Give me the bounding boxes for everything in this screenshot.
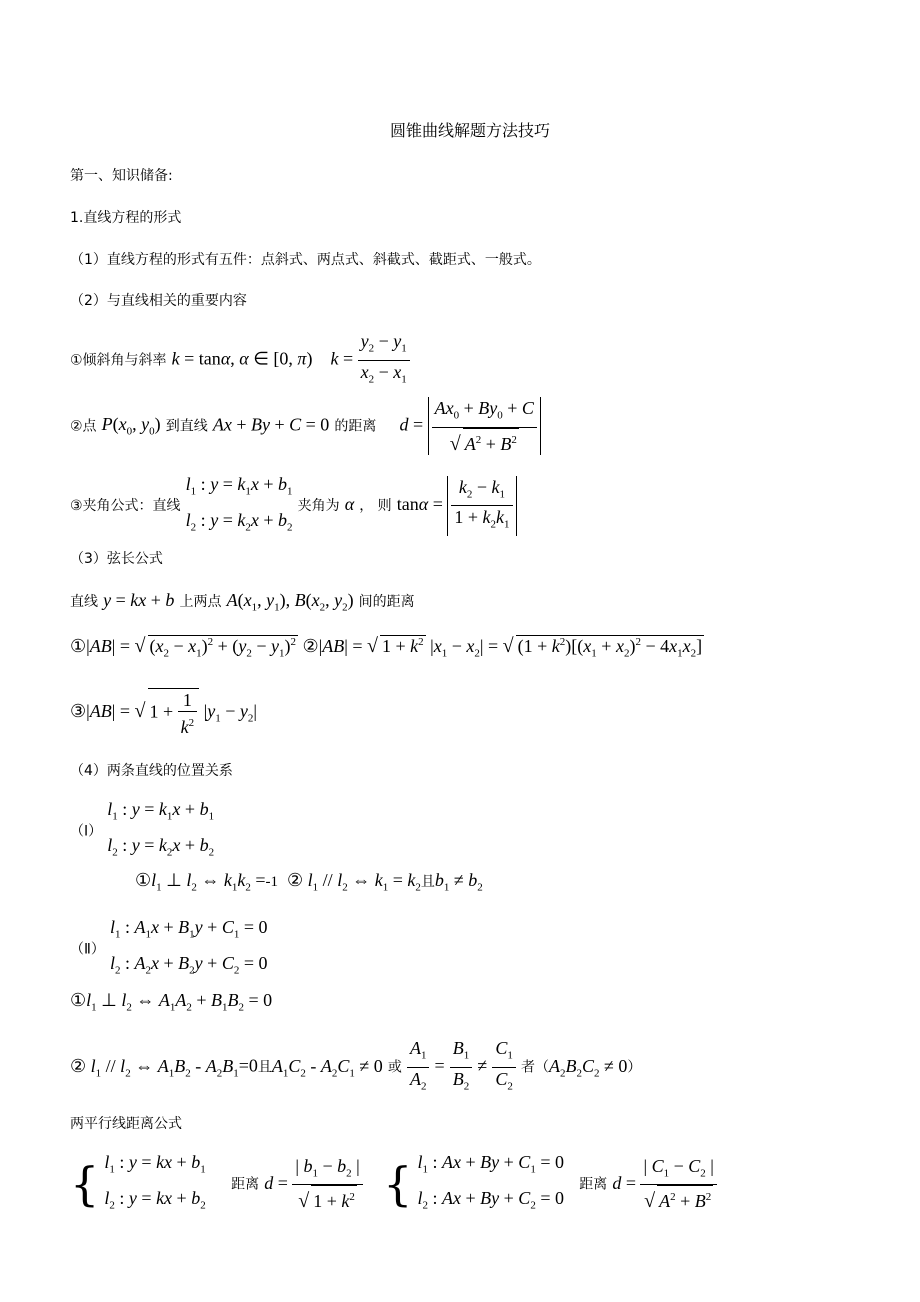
paragraph-positions: （4）两条直线的位置关系 [70,763,233,779]
and-text: 且 [420,874,435,890]
paragraph-related-content: （2）与直线相关的重要内容 [70,293,247,309]
formula-point-line-distance: ②点 $P(x_0$, $y_0$) 到直线 Ax + By + C = 0 的距离 d = $\frac{Ax_0 + By_0 + C}{√ A^2 + B^2}$ [70,397,541,455]
case-two [70,913,268,984]
distance-abs-fraction: $\frac{Ax_0 + By_0 + C}{√ A^2 + B^2}$ [428,397,541,455]
chord-intro-c: 间的距离 [358,594,415,610]
formula-distance-mid: 到直线 [165,418,208,435]
chord-intro: 直线 y = kx + b 上两点 $A(x_1$, $y_1$), $B(x_2$, $y_2$) 间的距离 [70,590,415,614]
page-title: 圆锥曲线解题方法技巧 [390,121,551,140]
formula-slope: ①倾斜角与斜率 k = tanα, α ∈ [0, π) k = $\frac{y_2 - y_1}{x_2 - x_1}$ [70,330,410,390]
formula-angle-mid: 夹角为 [297,498,340,515]
subsection-heading: 1.直线方程的形式 [70,210,182,226]
section-heading: 第一、知识储备: [70,168,173,184]
distance-label-1: 距离 [231,1176,260,1193]
formula-angle: ③夹角公式：直线 $l_1$ : $y = k_1x + b_1$ $l_2$ : $y = k_2x + b_2$ 夹角为 α ， 则 tanα = $\frac{k_2 - k_1}{1 + k_2k_1}$ [70,470,517,541]
slope-fraction: $\frac{y_2 - y_1}{x_2 - x_1}$ [358,330,410,390]
case-two-label: （Ⅱ） [70,941,105,958]
case-two-lines: $l_1$ : $A_1x + B_1y + C_1 = 0$ $l_2$ : $A_2x + B_2y + C_2 = 0$ [109,917,268,977]
paragraph-chord: （3）弦长公式 [70,551,163,567]
close-paren: ） [627,1059,642,1076]
parallel-lines-slope: $l_1$ : y = kx + $b_1$ $l_2$ : y = kx + $b_2$ [104,1152,206,1212]
paragraph-line-forms: （1）直线方程的形式有五件：点斜式、两点式、斜截式、截距式、一般式。 [70,252,541,268]
parallel-distance-fraction-2: $\frac{| C_1 - C_2 |}{√ A^2 + B^2}$ [640,1155,716,1213]
formula-angle-label: ③夹角公式：直线 [70,498,181,515]
case-two-parallel: ② $l_1 // l_2$ ⇔ $A_1B_2 - A_2B_1=0$且$A_1C_2 - A_2C_1 \ne 0$ 或 $\frac{A_1}{A_2}$ = $\frac{B_1}{B_2}$ ≠ $\frac{C_1}{C_2}$ 者$(A_2B_2C_2 \ne 0)$ [70,1038,642,1093]
parallel-distance-fraction-1: $\frac{| b_1 - b_2 |}{√ 1 + k^2}$ [292,1155,362,1213]
chord-formula-1-2: ①|AB| = √ $(x_2 - x_1)^2 + (y_2 - y_1)^2$ ②|AB| = √ $1 + k^2$ $|x_1 - x_2|$ = √ $(1 + k^2)[(x_1 + x_2)^2 - 4x_1x_2]$ [70,635,703,660]
case-one-conditions: $①l_1$ ⊥ $l_2$ ⇔ $k_1k_2 =-1$ ② $l_1 // l_2$ ⇔ $k_1 = k_2$且$b_1 \ne b_2$ [135,870,483,894]
parallel-distance-formulas: { $l_1$ : y = kx + $b_1$ $l_2$ : y = kx + $b_2$ 距离 d = $\frac{| b_1 - b_2 |}{√ 1 + k^2}$ { $l_1$ : $Ax + By + C_1 = 0$ $l_2$ : $Ax + By + C_2 = 0$ 距离 d = $\frac{| C_1 - C_2 |}{√ A^2 + B^2}$ [70,1148,717,1219]
formula-slope-label: ①倾斜角与斜率 [70,352,167,369]
or-text: 或 [387,1059,402,1076]
angle-abs-fraction: $\frac{k_2 - k_1}{1 + k_2k_1}$ [447,476,516,536]
formula-angle-end: ， 则 [359,498,392,515]
case-one-lines: $l_1$ : $y = k_1x + b_1$ $l_2$ : $y = k_2x + b_2$ [107,799,215,859]
case-one [70,795,214,866]
chord-intro-a: 直线 [70,594,98,610]
case-one-label: （Ⅰ） [70,823,103,840]
and-text-2: 且 [257,1059,272,1076]
zero-eq-value: =0 [238,1055,258,1076]
neg-one-value: -1 [265,874,279,890]
formula-distance-end: 的距离 [334,418,377,435]
chord-intro-b: 上两点 [179,594,222,610]
parallel-lines-general: $l_1$ : $Ax + By + C_1 = 0$ $l_2$ : $Ax + By + C_2 = 0$ [417,1152,564,1212]
case-two-perpendicular: $①l_1$ ⊥ $l_2$ ⇔ $A_1A_2 + B_1B_2 = 0$ [70,990,273,1014]
angle-line-pair: $l_1$ : $y = k_1x + b_1$ $l_2$ : $y = k_2x + b_2$ [185,474,293,534]
zhe-text: 者（ [520,1059,549,1076]
distance-label-2: 距离 [579,1176,608,1193]
formula-distance-label: ②点 [70,418,97,435]
chord-formula-3: ③|AB| = √ 1 + $\frac{1}{k^2}$ $|y_1 - y_2|$ [70,690,258,737]
parallel-distance-title: 两平行线距离公式 [70,1116,182,1132]
